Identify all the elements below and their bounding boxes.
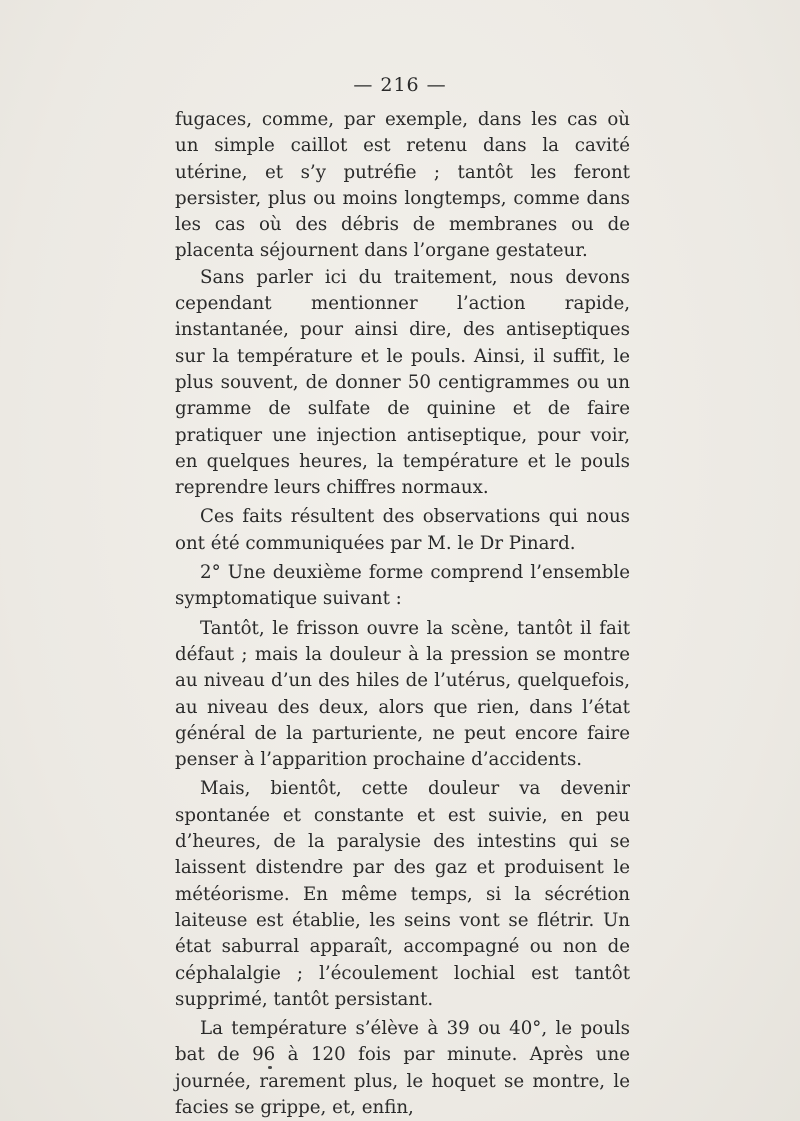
paragraph-temperature: La température s’élève à 39 ou 40°, le pouls bat de 96 à 120 fois par minute. Après une journée, rarement plus, le hoquet se montre, le facies se grippe, et, enfin,: [175, 1018, 630, 1118]
ink-speck: [268, 1066, 272, 1069]
paragraph-source: Ces faits résultent des observations qui nous ont été communiquées par M. le Dr Pinard.: [175, 506, 630, 554]
page-number: — 216 —: [353, 74, 447, 96]
paragraph-continuation: fugaces, comme, par exemple, dans les cas où un simple caillot est retenu dans la cavité utérine, et s’y putréfie ; tantôt les feront persister, plus ou moins longtemps, comme dans les cas où des débris de membranes ou de placenta séjournent dans l’organe gestateur.: [175, 109, 630, 262]
body-text: [175, 107, 630, 1121]
paragraph-onset: Tantôt, le frisson ouvre la scène, tantôt il fait défaut ; mais la douleur à la pression se montre au niveau d’un des hiles de l’utérus, quelquefois, au niveau des deux, alors que rien, dans l’état général de la parturiente, ne peut encore faire penser à l’apparition prochaine d’accidents.: [175, 617, 630, 771]
paragraph-second-form: 2° Une deuxième forme comprend l’ensemble symptomatique suivant :: [175, 562, 630, 610]
paragraph-treatment: Sans parler ici du traitement, nous devons cependant mentionner l’action rapide, instantanée, pour ainsi dire, des antiseptiques sur la température et le pouls. Ainsi, il suffit, le plus souvent, de donner 50 centigrammes ou un gramme de sulfate de quinine et de faire pratiquer une injection antiseptique, pour voir, en quelques heures, la température et le pouls reprendre leurs chiffres normaux.: [175, 266, 630, 499]
paragraph-progression: Mais, bientôt, cette douleur va devenir spontanée et constante et est suivie, en peu d’heures, de la paralysie des intestins qui se laissent distendre par des gaz et produisent le météorisme. En même temps, si la sécrétion laiteuse est établie, les seins vont se flétrir. Un état saburral apparaît, accompagné ou non de céphalalgie ; l’écoulement lochial est tantôt supprimé, tantôt persistant.: [175, 778, 630, 1010]
